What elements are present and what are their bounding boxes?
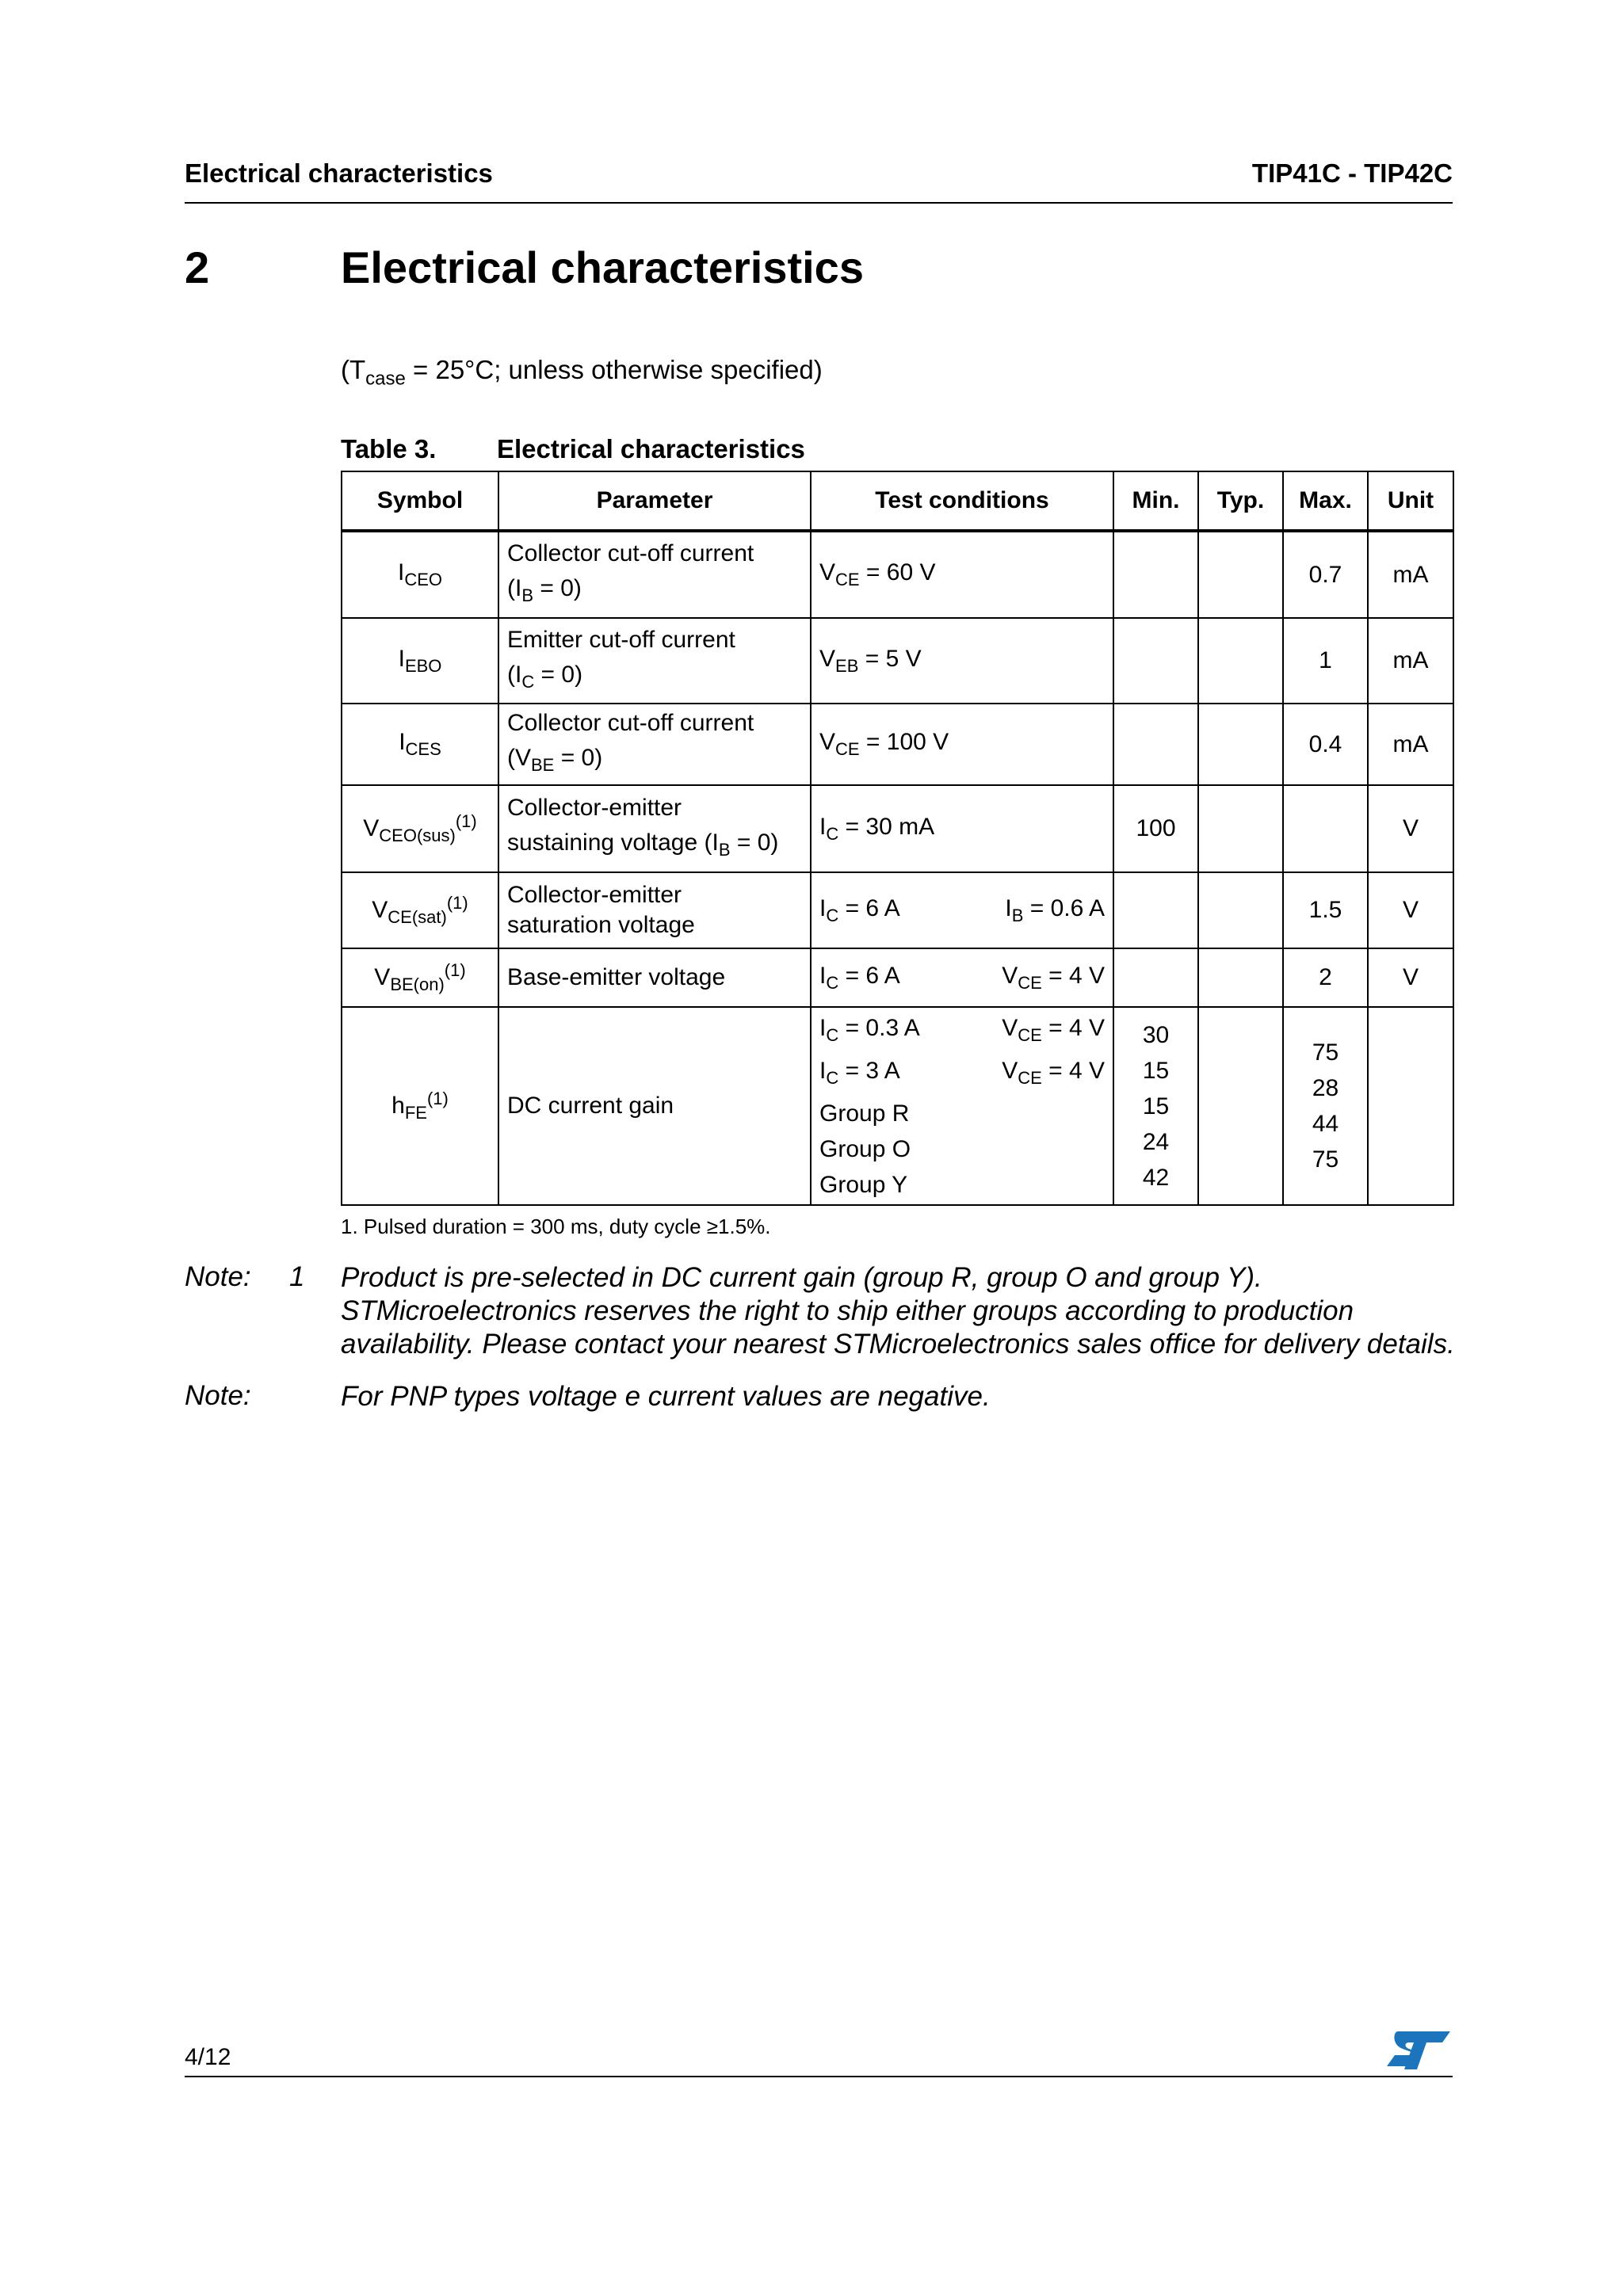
max-cell: 1 (1283, 618, 1368, 704)
parameter-cell: Emitter cut-off current $(I_C = 0)$ (498, 618, 811, 704)
test-condition-line: $I_C = 0.3$ A $V_{CE} = 4$ V (819, 1014, 1105, 1045)
max-cell (1283, 785, 1368, 872)
typ-cell (1198, 872, 1283, 948)
header-rule (185, 202, 1453, 204)
page-number: 4/12 (185, 2044, 231, 2070)
header-min: Min. (1113, 471, 1198, 531)
table-row (342, 785, 1453, 872)
typ-cell (1198, 948, 1283, 1007)
max-value: 75 (1312, 1039, 1339, 1066)
typ-cell (1198, 785, 1283, 872)
max-value: 44 (1312, 1111, 1339, 1137)
header-parameter: Parameter (498, 471, 811, 531)
symbol-cell: $I_{EBO}$ (342, 618, 498, 704)
typ-cell (1198, 704, 1283, 785)
max-cell: 2 (1283, 948, 1368, 1007)
st-logo-icon (1387, 2028, 1450, 2069)
unit-cell: V (1368, 785, 1453, 872)
unit-cell: mA (1368, 704, 1453, 785)
footer-rule (185, 2076, 1453, 2077)
min-cell (1113, 531, 1198, 618)
symbol-cell: $h_{FE}^{(1)}$ (342, 1007, 498, 1205)
note-text: Product is pre-selected in DC current gain (group R, group O and group Y). STMicroelectronics reserves the right to ship either groups according to production availability. Please contact your nearest STMicroelectronics sales office for delivery details. (341, 1262, 1455, 1360)
test-condition-cell: $I_C = 30$ mA (811, 785, 1113, 872)
table-title: Electrical characteristics (497, 434, 805, 463)
section-title: Electrical characteristics (341, 242, 864, 292)
table-row (342, 704, 1453, 785)
min-cell (1113, 1007, 1198, 1205)
table-header-row (342, 471, 1453, 531)
typ-cell (1198, 618, 1283, 704)
table-row (342, 618, 1453, 704)
typ-cell (1198, 531, 1283, 618)
electrical-characteristics-table (341, 471, 1454, 1206)
section-number: 2 (185, 242, 210, 292)
running-header-left: Electrical characteristics (185, 158, 493, 188)
test-conditions-note: ($T_{case} = 25^\circ C$; unless otherwise specified) (341, 355, 823, 390)
test-condition-line: $I_C = 3$ A $V_{CE} = 4$ V (819, 1057, 1105, 1088)
max-cell (1283, 1007, 1368, 1205)
min-value: 30 (1142, 1021, 1170, 1048)
symbol-cell: $V_{BE(on)}^{(1)}$ (342, 948, 498, 1007)
symbol-cell: $I_{CES}$ (342, 704, 498, 785)
header-symbol: Symbol (342, 471, 498, 531)
unit-cell (1368, 1007, 1453, 1205)
note-label: Note: (185, 1261, 251, 1292)
test-condition-cell: $V_{CE} = 60$ V (811, 531, 1113, 618)
parameter-cell: Collector cut-off current $(I_B = 0)$ (498, 531, 811, 618)
test-condition-cell: $I_C = 6$ A $I_B = 0.6$ A (811, 872, 1113, 948)
parameter-cell: Base-emitter voltage (498, 948, 811, 1007)
max-value: 28 (1312, 1075, 1339, 1101)
test-condition-cell: $I_C = 6$ A $V_{CE} = 4$ V (811, 948, 1113, 1007)
parameter-cell: Collector-emitter saturation voltage (498, 872, 811, 948)
min-value: 24 (1142, 1128, 1170, 1155)
min-cell (1113, 704, 1198, 785)
min-value: 42 (1142, 1164, 1170, 1191)
unit-cell: mA (1368, 531, 1453, 618)
note-number: 1 (289, 1261, 305, 1292)
unit-cell: mA (1368, 618, 1453, 704)
symbol-cell: $V_{CE(sat)}^{(1)}$ (342, 872, 498, 948)
note-text: For PNP types voltage e current values are negative. (341, 1381, 991, 1412)
header-typ: Typ. (1198, 471, 1283, 531)
max-cell: 1.5 (1283, 872, 1368, 948)
typ-cell (1198, 1007, 1283, 1205)
min-cell: 100 (1113, 785, 1198, 872)
table-label: Table 3. (341, 434, 437, 463)
running-header-right: TIP41C - TIP42C (1251, 158, 1453, 188)
parameter-cell: DC current gain (498, 1007, 811, 1205)
group-label: Group R (819, 1100, 910, 1127)
parameter-cell: Collector-emitter sustaining voltage $(I_B = 0)$ (498, 785, 811, 872)
min-value: 15 (1142, 1057, 1170, 1084)
symbol-cell: $V_{CEO(sus)}^{(1)}$ (342, 785, 498, 872)
min-cell (1113, 618, 1198, 704)
table-row (342, 948, 1453, 1007)
group-label: Group O (819, 1135, 911, 1162)
table-row (342, 872, 1453, 948)
test-condition-cell: $V_{EB} = 5$ V (811, 618, 1113, 704)
unit-cell: V (1368, 948, 1453, 1007)
test-condition-cell: $V_{CE} = 100$ V (811, 704, 1113, 785)
group-label: Group Y (819, 1171, 908, 1198)
unit-cell: V (1368, 872, 1453, 948)
min-cell (1113, 872, 1198, 948)
min-cell (1113, 948, 1198, 1007)
note-label: Note: (185, 1380, 251, 1411)
test-condition-cell (811, 1007, 1113, 1205)
symbol-cell: $I_{CEO}$ (342, 531, 498, 618)
table-row (342, 1007, 1453, 1205)
parameter-cell: Collector cut-off current $(V_{BE} = 0)$ (498, 704, 811, 785)
header-max: Max. (1283, 471, 1368, 531)
max-cell: 0.7 (1283, 531, 1368, 618)
max-value: 75 (1312, 1146, 1339, 1173)
header-test-conditions: Test conditions (811, 471, 1113, 531)
table-row (342, 531, 1453, 618)
max-cell: 0.4 (1283, 704, 1368, 785)
table-footnote: 1. Pulsed duration = 300 ms, duty cycle ≥1.5%. (341, 1215, 771, 1238)
min-value: 15 (1142, 1093, 1170, 1119)
header-unit: Unit (1368, 471, 1453, 531)
